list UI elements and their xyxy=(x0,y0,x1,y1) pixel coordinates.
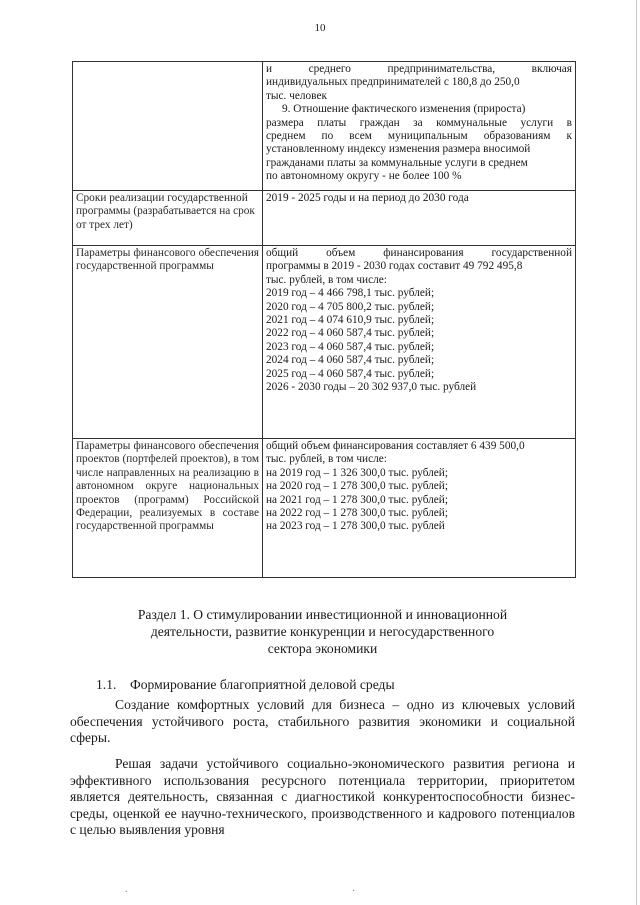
text-line: установленному индексу изменения размера вносимой xyxy=(266,143,531,156)
text-line: 9. Отношение фактического изменения (прироста) xyxy=(282,103,526,116)
text-line: среднем по всем муниципальным образованиям к xyxy=(266,130,572,143)
text-line: общий объем финансирования составляет 6 439 500,0 xyxy=(266,440,525,452)
table-value-cell xyxy=(263,439,576,578)
scan-speck: · xyxy=(352,886,356,897)
table-row xyxy=(73,439,576,578)
table-label-cell: Сроки реализации государственной программы (разрабатывается на срок от трех лет) xyxy=(73,191,263,246)
text-line: 2023 год – 4 060 587,4 тыс. рублей; xyxy=(266,340,435,353)
subsection-title: 1.1. Формирование благоприятной деловой среды xyxy=(96,677,395,692)
text-line: 2025 год – 4 060 587,4 тыс. рублей; xyxy=(266,367,435,380)
text-line: по автономному округу - не более 100 % xyxy=(266,170,462,183)
scan-speck: . xyxy=(125,884,128,895)
text-line: на 2022 год – 1 278 300,0 тыс. рублей; xyxy=(266,507,448,520)
text-line: 2026 - 2030 годы – 20 302 937,0 тыс. рублей xyxy=(266,381,477,394)
table-row xyxy=(73,62,576,191)
section-title-line: Раздел 1. О стимулировании инвестиционной и инновационной xyxy=(137,607,508,622)
paragraph-text: Решая задачи устойчивого социально-экономического развития региона и эффективного использования ресурсного потенциала территории, приоритетом является деятельность, связанная с диагностикой конкурентоспособности бизнес-среды, оценкой ее научно-технического, производственного и кадрового потенциалов с целью выявления уровня xyxy=(70,756,575,837)
table-value-cell: 2019 - 2025 годы и на период до 2030 года xyxy=(263,191,576,246)
text-line: и среднего предпринимательства, включая xyxy=(266,63,572,75)
table-label-cell: Параметры финансового обеспечения проектов (портфелей проектов), в том числе направленных на реализацию в автономном округе национальных проектов (программ) Российской Федерации, реализуемых в составе государственной программы xyxy=(73,439,263,578)
page-number: 10 xyxy=(314,22,326,34)
text-line: 2021 год – 4 074 610,9 тыс. рублей; xyxy=(266,314,435,327)
text-line: на 2020 год – 1 278 300,0 тыс. рублей; xyxy=(266,480,448,493)
table-row xyxy=(73,191,576,246)
text-line: тыс. рублей, в том числе: xyxy=(266,273,387,286)
text-line: 2019 год – 4 466 798,1 тыс. рублей; xyxy=(266,287,435,300)
paragraph xyxy=(70,756,575,839)
section-title-line: сектора экономики xyxy=(267,641,378,656)
text-line: 2022 год – 4 060 587,4 тыс. рублей; xyxy=(266,327,435,340)
table-value-cell xyxy=(263,62,576,191)
section-title xyxy=(70,606,575,657)
table-value-cell xyxy=(263,246,576,439)
table-row xyxy=(73,246,576,439)
text-line: тыс. человек xyxy=(266,89,327,102)
table-label-cell: Параметры финансового обеспечения государственной программы xyxy=(73,246,263,439)
text-line: тыс. рублей, в том числе: xyxy=(266,453,387,466)
text-line: на 2023 год – 1 278 300,0 тыс. рублей xyxy=(266,520,445,533)
paragraph xyxy=(70,697,575,747)
text-line: размера платы граждан за коммунальные услуги в xyxy=(266,116,572,129)
program-passport-table xyxy=(72,61,576,578)
text-line: 2024 год – 4 060 587,4 тыс. рублей; xyxy=(266,354,435,367)
section-title-line: деятельности, развитие конкуренции и негосударственного xyxy=(150,624,495,639)
text-line: гражданами платы за коммунальные услуги в среднем xyxy=(266,156,528,169)
table-label-cell xyxy=(73,62,263,191)
page-edge-line xyxy=(636,0,637,905)
text-line: программы в 2019 - 2030 годах составит 49 792 495,8 xyxy=(266,260,523,273)
text-line: общий объем финансирования государственной xyxy=(266,247,572,259)
text-line: на 2019 год – 1 326 300,0 тыс. рублей; xyxy=(266,466,448,479)
paragraph-text: Создание комфортных условий для бизнеса – одно из ключевых условий обеспечения устойчивого роста, стабильного развития экономики и социальной сферы. xyxy=(70,697,575,745)
text-line: на 2021 год – 1 278 300,0 тыс. рублей; xyxy=(266,493,448,506)
text-line: 2020 год – 4 705 800,2 тыс. рублей; xyxy=(266,300,435,313)
text-line: индивидуальных предпринимателей с 180,8 до 250,0 xyxy=(266,76,520,89)
